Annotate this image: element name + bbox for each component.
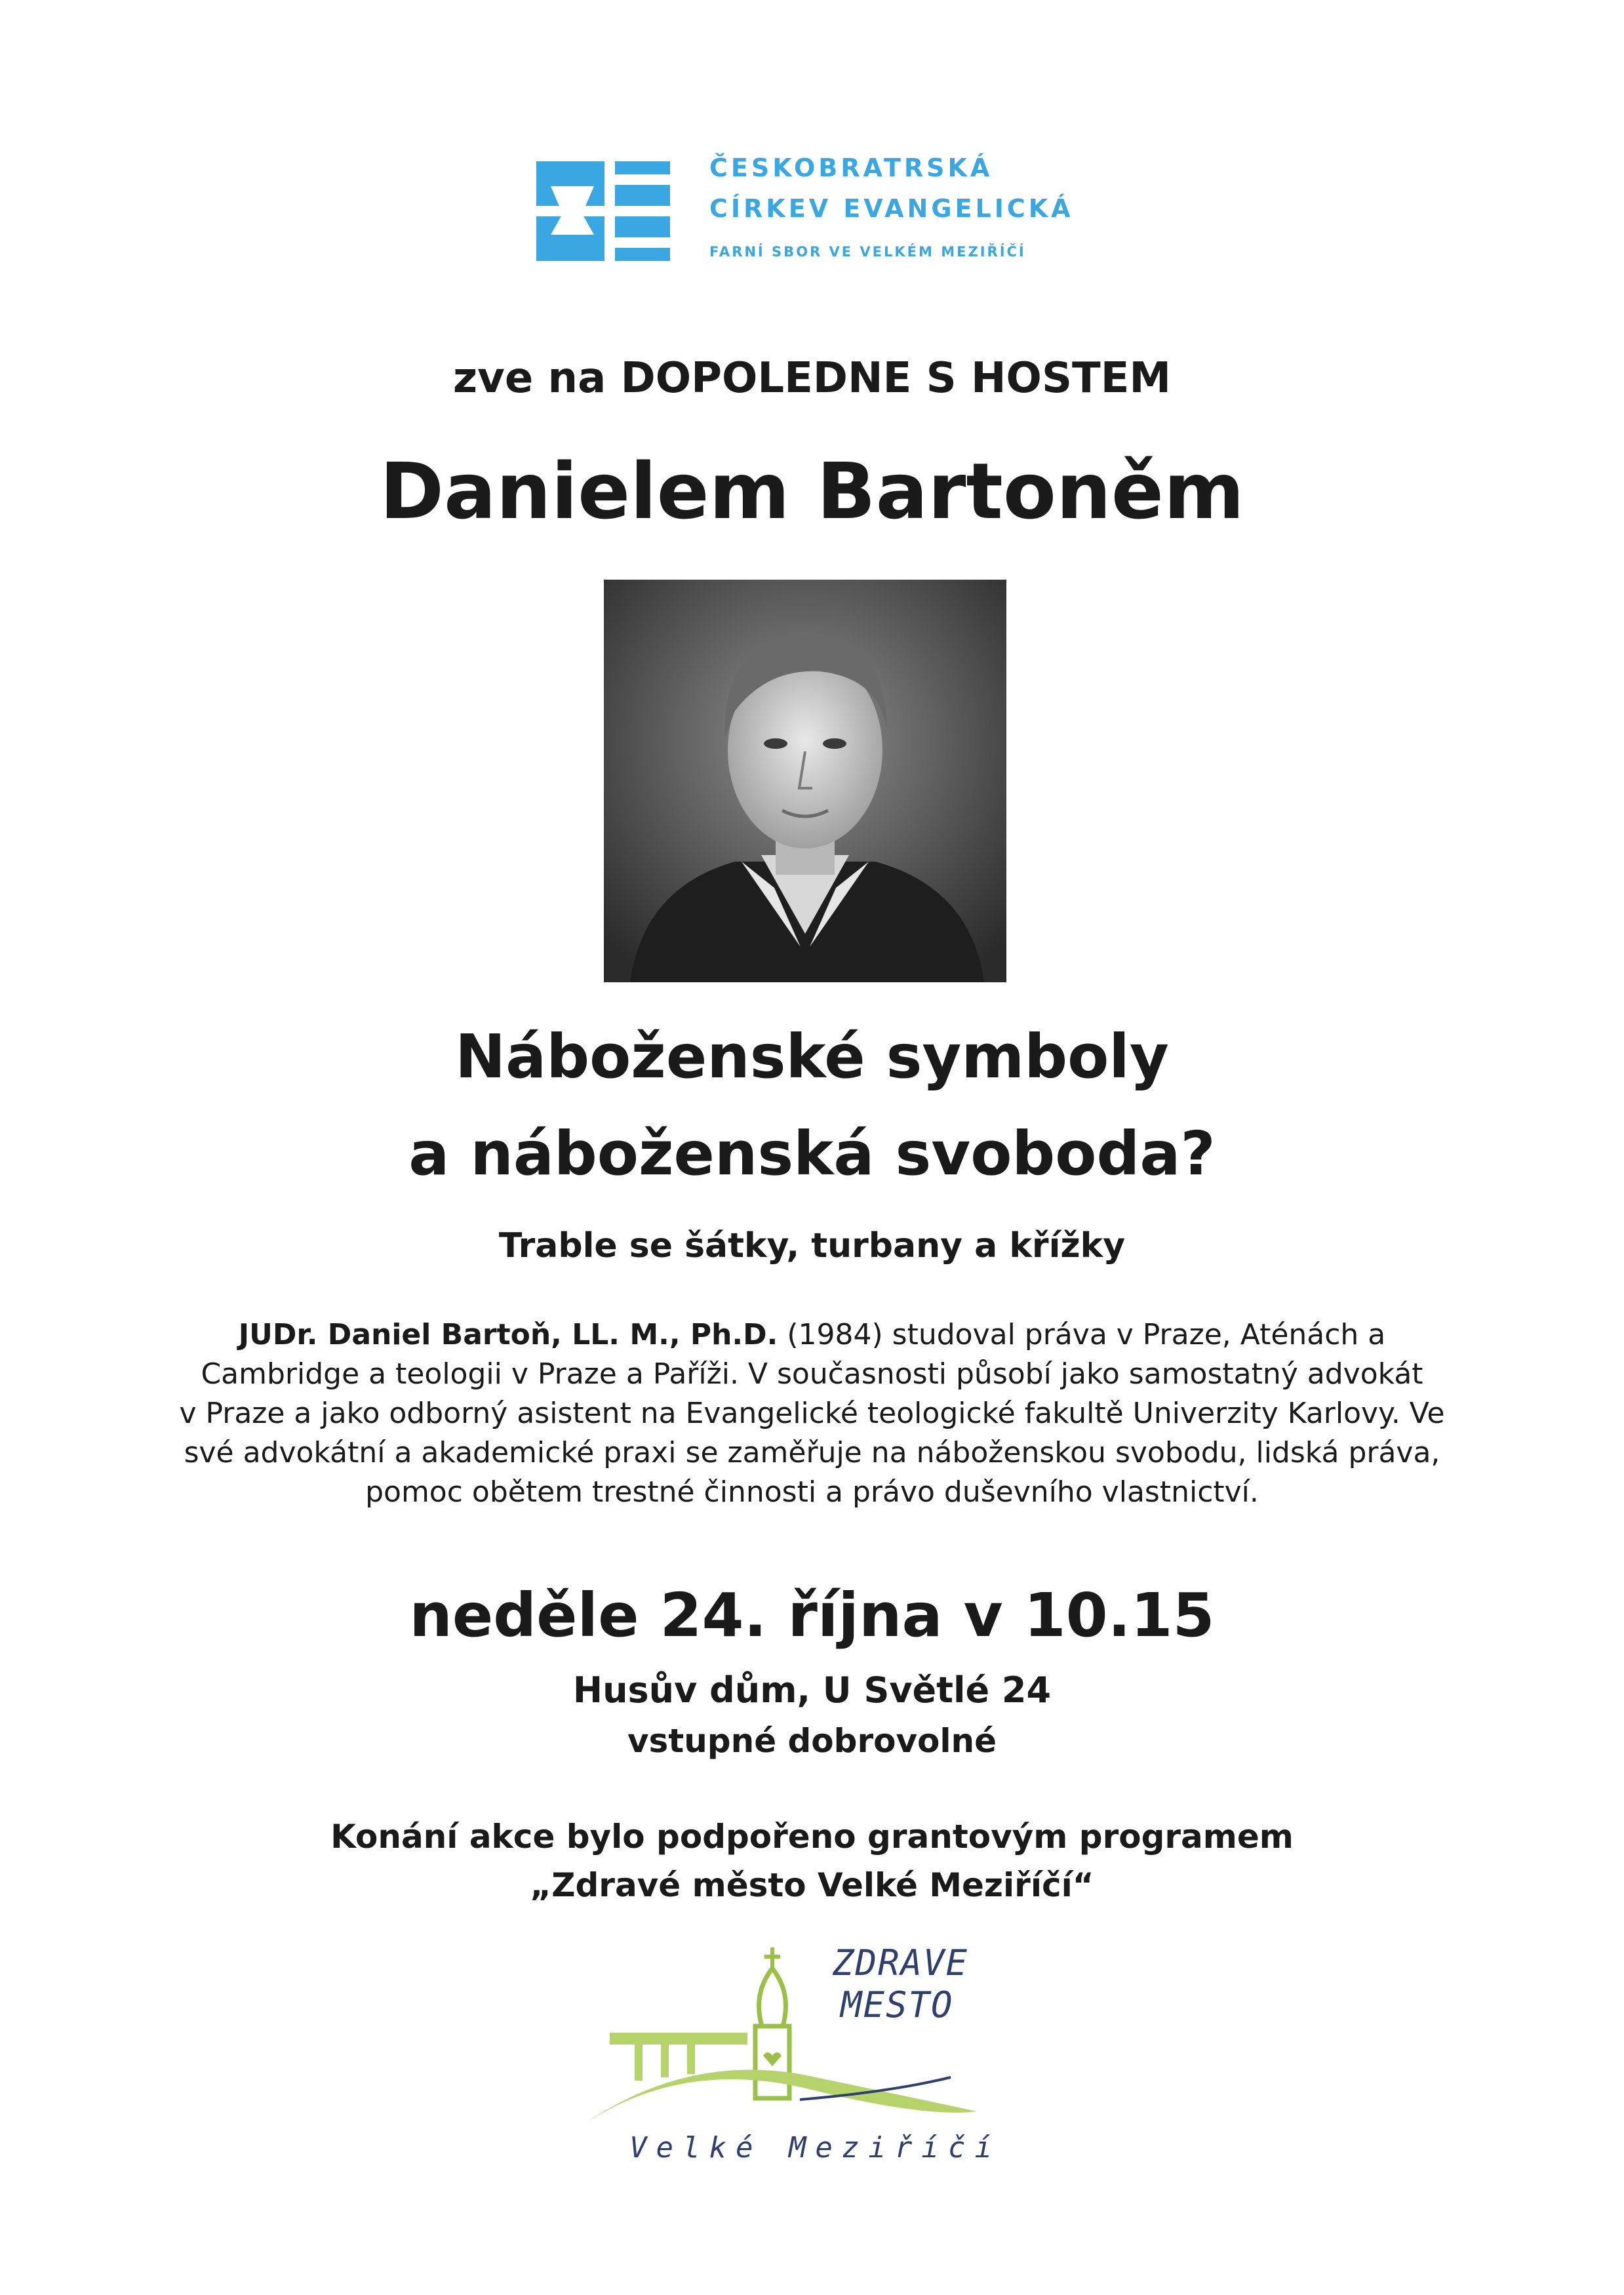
bio-line-2: Cambridge a teologii v Praze a Paříži. V současnosti působí jako samostatný advokát [201,1357,1423,1391]
event-venue: Husův dům, U Světlé 24 [572,1669,1052,1711]
event-admission: vstupné dobrovolné [627,1722,997,1760]
church-chalice-cross-logo-icon [536,161,670,261]
parish-name: FARNÍ SBOR VE VELKÉM MEZIŘÍČÍ [709,244,1026,260]
bio-line-3: v Praze a jako odborný asistent na Evangelické teologické fakultě Univerzity Karlovy. Ve [179,1397,1445,1430]
guest-portrait-photo [604,580,1006,982]
event-date-time: neděle 24. října v 10.15 [409,1580,1215,1650]
speaker-bio [131,1315,1493,1512]
bio-line-1-text: (1984) studoval práva v Praze, Aténách a [778,1318,1386,1351]
church-name-line-2: CÍRKEV EVANGELICKÁ [709,194,1074,223]
invitation-intro: zve na DOPOLEDNE S HOSTEM [452,354,1172,403]
guest-name: Danielem Bartoněm [380,446,1244,536]
grant-note-line-1: Konání akce bylo podpořeno grantovým programem [330,1818,1294,1856]
grant-note-line-2: „Zdravé město Velké Meziříčí“ [530,1866,1094,1904]
bio-line-5: pomoc obětem trestné činnosti a právo duševního vlastnictví. [365,1475,1259,1509]
healthy-city-logo-icon [584,1928,1029,2177]
talk-subtitle: Trable se šátky, turbany a křížky [498,1226,1126,1266]
logo-text-zdrave: ZDRAVE [833,1942,969,1984]
bio-line-4: své advokátní a akademické praxi se zaměřuje na náboženskou svobodu, lidská práva, [184,1436,1440,1469]
logo-text-town: Velké Meziříčí [629,2131,1001,2165]
bio-line-1 [131,1315,1493,1355]
talk-title-line-2: a náboženská svoboda? [408,1119,1216,1189]
bio-speaker-name: JUDr. Daniel Bartoň, LL. M., Ph.D. [238,1318,778,1351]
logo-text-mesto: MESTO [841,1984,954,2026]
talk-title-line-1: Náboženské symboly [455,1022,1169,1092]
church-name-line-1: ČESKOBRATRSKÁ [709,153,993,182]
